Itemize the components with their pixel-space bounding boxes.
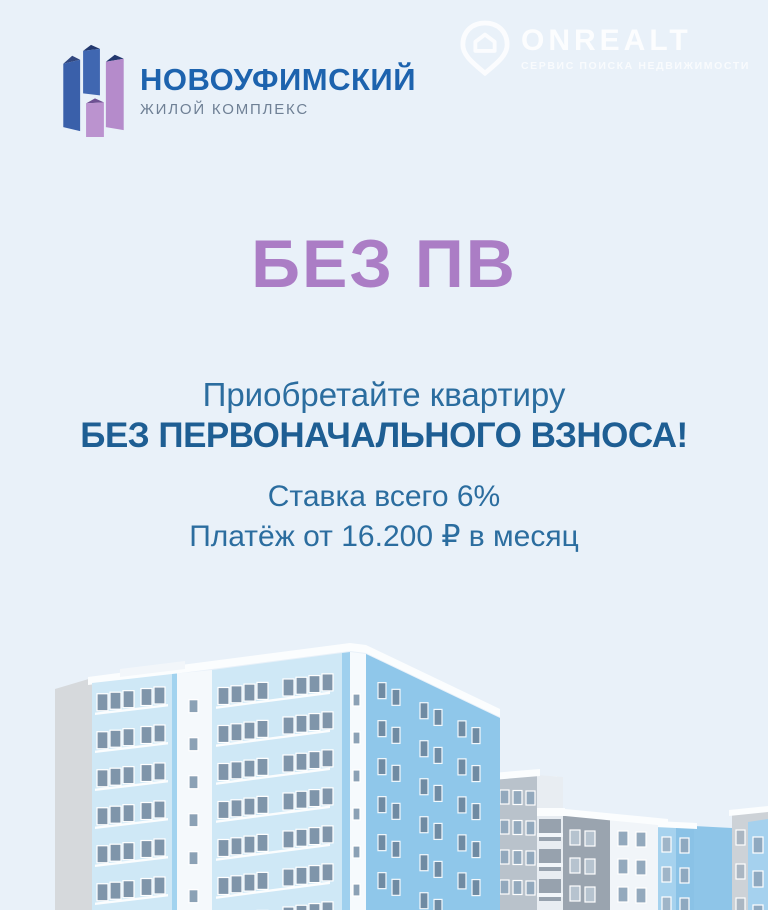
onrealt-watermark	[459, 20, 750, 78]
logo-title: НОВОУФИМСКИЙ	[140, 62, 416, 97]
logo	[57, 34, 416, 138]
offer-text-block	[0, 376, 768, 554]
logo-subtitle: ЖИЛОЙ КОМПЛЕКС	[140, 101, 310, 118]
location-pin-house-icon	[459, 20, 511, 78]
watermark-tagline: СЕРВИС ПОИСКА НЕДВИЖИМОСТИ	[520, 60, 750, 73]
offer-line4: Платёж от 16.200 ₽ в месяц	[189, 519, 579, 553]
offer-line1: Приобретайте квартиру	[202, 376, 566, 413]
offer-line2: БЕЗ ПЕРВОНАЧАЛЬНОГО ВЗНОСА!	[80, 415, 688, 455]
offer-line3: Ставка всего 6%	[267, 480, 501, 514]
watermark-brand: ONREALT	[520, 24, 692, 58]
logo-text	[140, 34, 416, 138]
buildings-illustration	[0, 625, 768, 910]
headline-no-down-payment: БЕЗ ПВ	[251, 226, 517, 302]
logo-mark-icon	[57, 34, 129, 138]
watermark-text	[521, 26, 750, 72]
